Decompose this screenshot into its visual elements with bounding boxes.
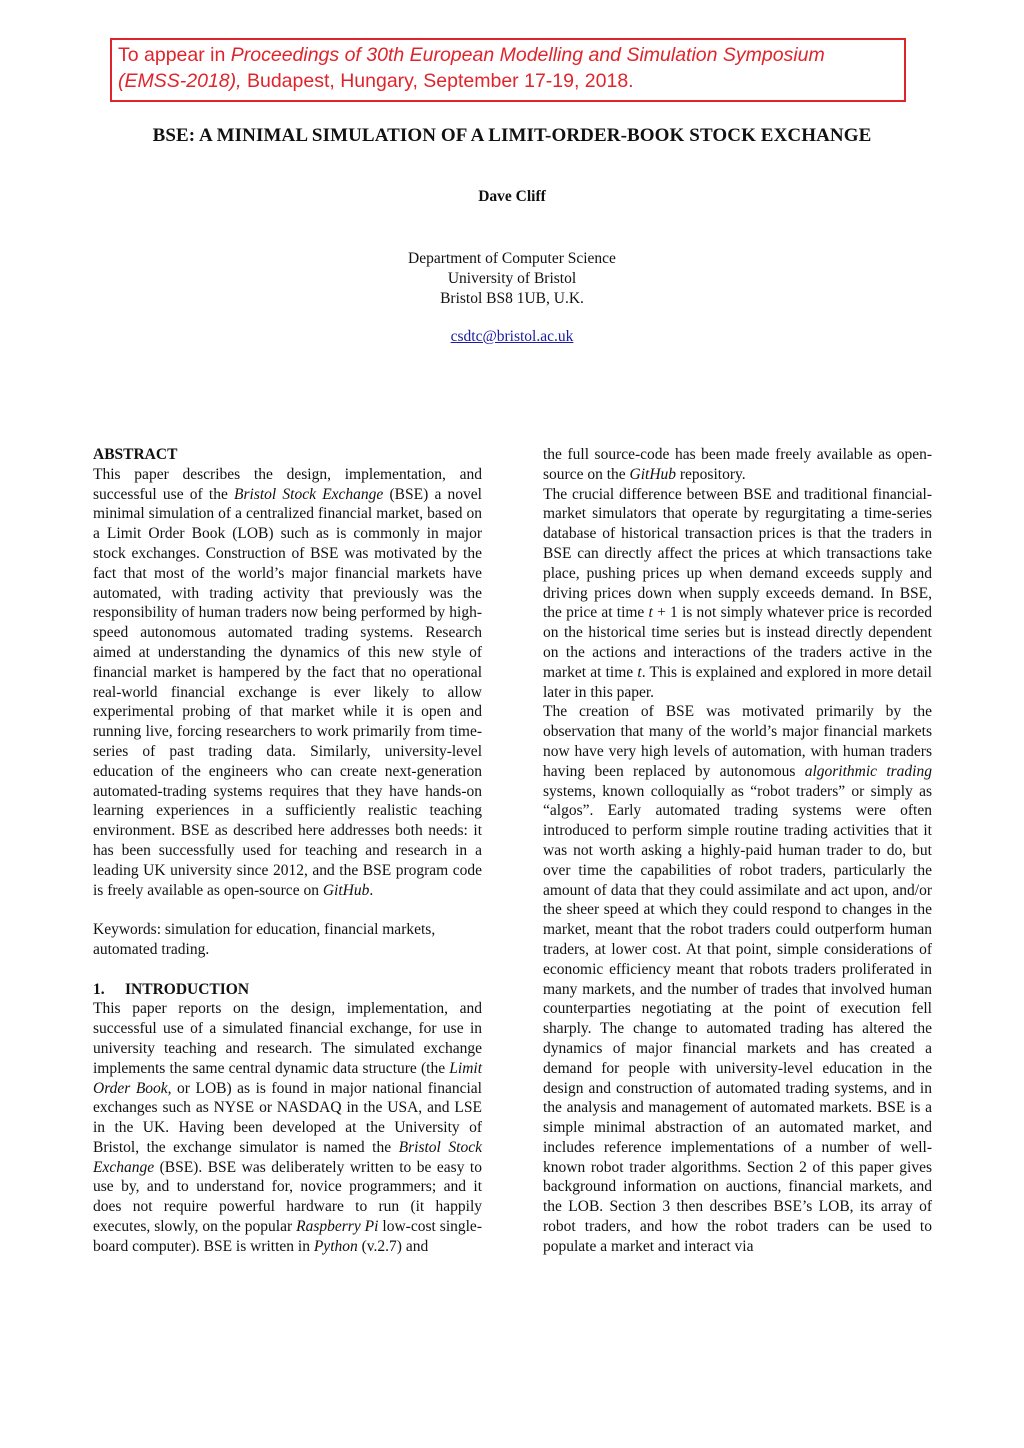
email-link[interactable]: csdtc@bristol.ac.uk (450, 328, 574, 345)
intro-body: This paper reports on the design, implementation, and successful use of a simulated financial exchange, for use in university teaching and research. The simulated exchange implements the same central dynamic data structure (the Limit Order Book, or LOB) as is found in major national financial exchanges such as NYSE or NASDAQ in the USA, and LSE in the UK. Having been developed at the University of Bristol, the exchange simulator is named the Bristol Stock Exchange (BSE). BSE was deliberately written to be easy to use by, and to understand for, novice programmers; and it does not require powerful hardware to run (it happily executes, slowly, on the popular Raspberry Pi low-cost single-board computer). BSE is written in Python (v.2.7) and (93, 1000, 482, 1255)
right-column (543, 445, 932, 1257)
affiliation-address: Bristol BS8 1UB, U.K. (440, 290, 584, 307)
intro-continued: the full source-code has been made freely available as open-source on the GitHub repository. (543, 446, 932, 483)
abstract-heading: ABSTRACT (93, 446, 178, 463)
author-email (0, 328, 1024, 346)
author-name: Dave Cliff (478, 188, 546, 205)
intro-heading: 1. INTRODUCTION (93, 980, 250, 998)
paper-title: BSE: A MINIMAL SIMULATION OF A LIMIT-ORDER-BOOK STOCK EXCHANGE (152, 125, 872, 146)
keywords: Keywords: simulation for education, financial markets, automated trading. (93, 921, 436, 958)
abstract-body: This paper describes the design, implementation, and successful use of the Bristol Stock Exchange (BSE) a novel minimal simulation of a centralized financial market, based on a Limit Order Book (LOB) such as is commonly in major stock exchanges. Construction of BSE was motivated by the fact that most of the world’s major financial markets have automated, with trading activity that previously was the responsibility of human traders now being performed by high-speed autonomous automated trading systems. Research aimed at understanding the dynamics of this new style of financial market is hampered by the fact that no operational real-world financial exchange is ever likely to allow experimental probing of that market while it is open and running live, forcing researchers to work primarily from time-series of past trading data. Similarly, university-level education of the engineers who can create next-generation automated-trading systems requires that they have hands-on learning experiences in a sufficiently realistic teaching environment. BSE as described here addresses both needs: it has been successfully used for teaching and research in a leading UK university since 2012, and the BSE program code is freely available as open-source on GitHub. (93, 465, 482, 899)
intro-paragraph-3: The creation of BSE was motivated primarily by the observation that many of the world’s major financial markets now have very high levels of automation, with human traders having been replaced by autonomous algorithmic trading systems, known colloquially as “robot traders” or simply as “algos”. Early automated trading systems were often introduced to perform simple routine trading activities that it was not worth asking a highly-paid human trader to do, but over time the capabilities of robot traders, particularly the amount of data that they could assimilate and act upon, and/or the sheer speed at which they could respond to changes in the market, meant that the robot traders could outperform human traders, at lower cost. At that point, simple considerations of economic efficiency meant that robots traders proliferated in many markets, and the number of trades that involved human counterparties negotiating at the point of execution fell sharply. The change to automated trading has altered the dynamics of major financial markets and has created a demand for people with university-level education in the design and construction of automated trading systems, and in the analysis and management of automated markets. BSE is a simple minimal abstraction of an automated market, and includes reference implementations of a number of well-known robot trader algorithms. Section 2 of this paper gives background information on auctions, financial markets, and the LOB. Section 3 then describes BSE’s LOB, its array of robot traders, and how the robot traders can be used to populate a market and interact via (543, 703, 932, 1255)
affiliation-university: University of Bristol (447, 270, 577, 287)
intro-paragraph-2: The crucial difference between BSE and traditional financial-market simulators that operate by regurgitating a time-series database of historical transaction prices is that the traders in BSE can directly affect the prices at which transactions take place, pushing prices up when demand exceeds supply and driving prices down when supply exceeds demand. In BSE, the price at time t + 1 is not simply whatever price is recorded on the historical time series but is instead directly dependent on the actions and interactions of the traders active in the market at time t. This is explained and explored in more detail later in this paper. (543, 485, 932, 701)
affiliation-department: Department of Computer Science (408, 250, 616, 267)
publication-notice: To appear in Proceedings of 30th European Modelling and Simulation Symposium (EMSS-2018), Budapest, Hungary, September 17-19, 2018. (110, 38, 906, 102)
left-column (93, 445, 482, 1257)
affiliation (0, 249, 1024, 309)
